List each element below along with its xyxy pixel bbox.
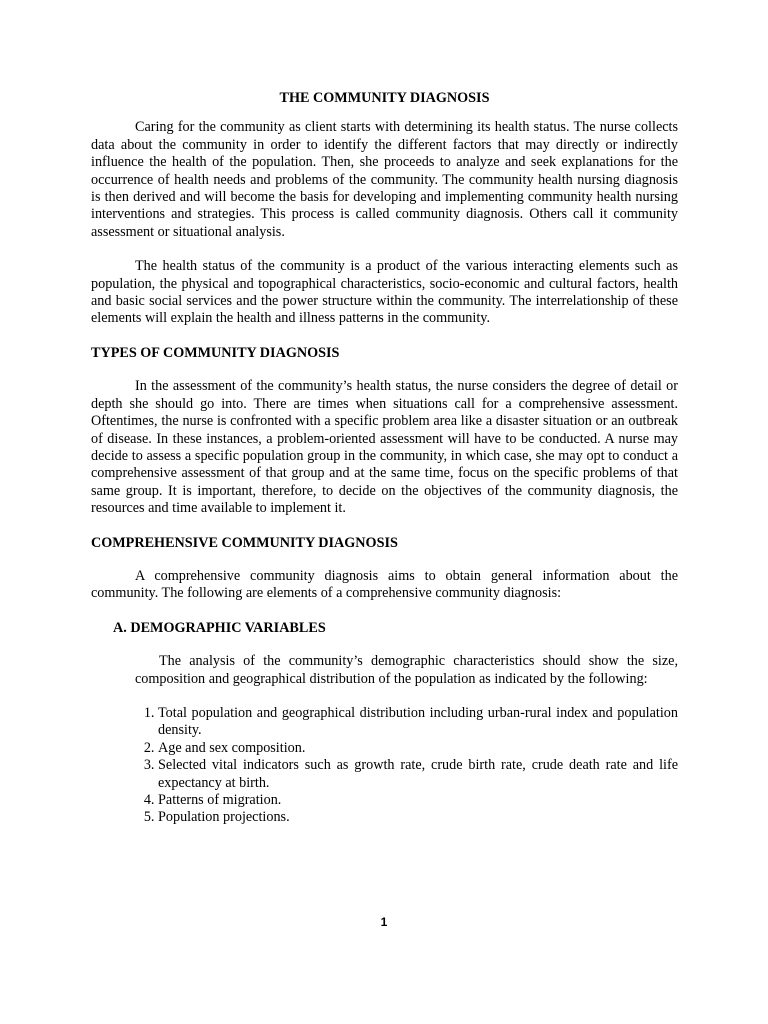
types-heading: TYPES OF COMMUNITY DIAGNOSIS <box>91 344 340 361</box>
intro-paragraph-2: The health status of the community is a product of the various interacting elements such as population, the physical and topographical characteristics, socio-economic and cultural factors, health and basic social services and the power structure within the community. The interrelationship of these elements will explain the health and illness patterns in the community. <box>91 258 678 327</box>
list-item: 2. Age and sex composition. <box>158 740 678 757</box>
demographic-paragraph: The analysis of the community’s demographic characteristics should show the size, composition and geographical distribution of the population as indicated by the following: <box>135 653 678 687</box>
types-paragraph: In the assessment of the community’s health status, the nurse considers the degree of detail or depth she should go into. There are times when situations call for a comprehensive assessment. Oftentimes, the nurse is confronted with a specific problem area like a disaster situation or an outbreak of disease. In these instances, a problem-oriented assessment will have to be conducted. A nurse may decide to assess a specific population group in the community, in which case, she may opt to conduct a comprehensive assessment of that group and at the same time, focus on the specific problems of that same group. It is important, therefore, to decide on the objectives of the community diagnosis, the resources and time available to implement it. <box>91 378 678 517</box>
intro-paragraph-1: Caring for the community as client starts with determining its health status. The nurse collects data about the community in order to identify the different factors that may directly or indirectly influence the health of the population. Then, she proceeds to analyze and seek explanations for the occurrence of health needs and problems of the community. The community health nursing diagnosis is then derived and will become the basis for developing and implementing community health nursing interventions and strategies. This process is called community diagnosis. Others call it community assessment or situational analysis. <box>91 119 678 240</box>
comprehensive-paragraph: A comprehensive community diagnosis aims to obtain general information about the community. The following are elements of a comprehensive community diagnosis: <box>91 567 678 602</box>
list-item: 3. Selected vital indicators such as growth rate, crude birth rate, crude death rate and life expectancy at birth. <box>158 757 678 792</box>
document-title: THE COMMUNITY DIAGNOSIS <box>279 90 490 106</box>
list-item: 5. Population projections. <box>158 809 678 826</box>
list-item: 4. Patterns of migration. <box>158 792 678 809</box>
demographic-list <box>135 705 678 827</box>
page-content <box>91 90 678 827</box>
demographic-variables-heading: A. DEMOGRAPHIC VARIABLES <box>113 619 326 636</box>
list-item: 1. Total population and geographical distribution including urban-rural index and population density. <box>158 705 678 740</box>
comprehensive-heading: COMPREHENSIVE COMMUNITY DIAGNOSIS <box>91 534 398 551</box>
page-number: 1 <box>380 915 388 929</box>
